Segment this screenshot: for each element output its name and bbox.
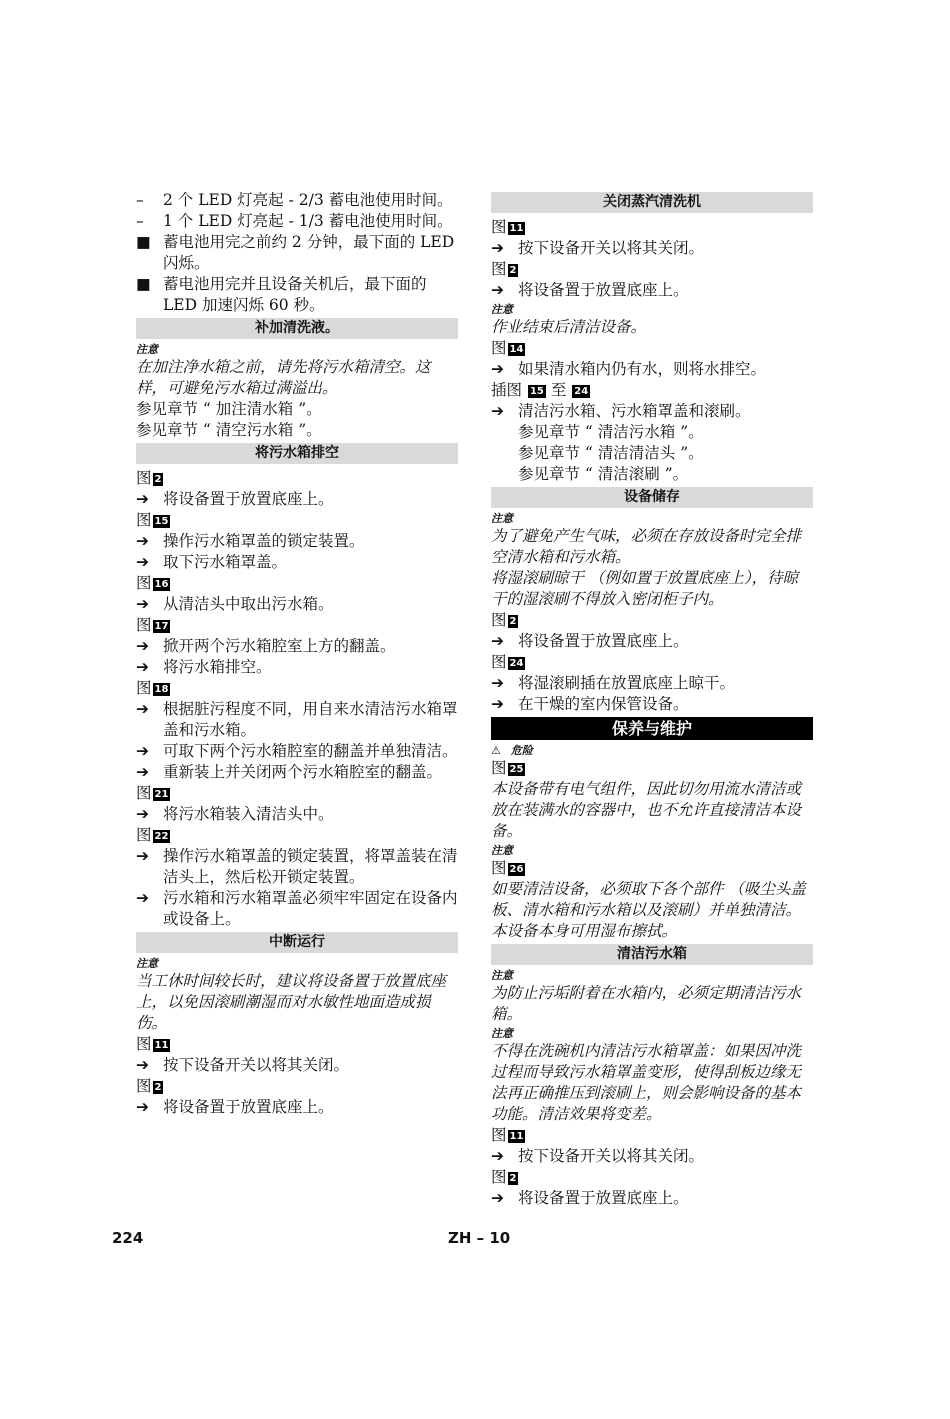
figure-number-badge: 14 — [509, 344, 524, 355]
figure-ref: 图 2 — [491, 611, 517, 629]
arrow-icon: ➔ — [136, 700, 149, 718]
note-label: 注意 — [136, 343, 158, 356]
list-item: – 2 个 LED 灯亮起 - 2/3 蓄电池使用时间。 — [136, 191, 453, 209]
list-item: ■ 蓄电池用完并且设备关机后，最下面的 LED 加速闪烁 60 秒。 — [136, 275, 427, 314]
instruction-step: ➔ 将污水箱排空。 — [136, 658, 272, 676]
arrow-icon: ➔ — [491, 239, 504, 257]
dash-marker: – — [136, 212, 144, 230]
square-bullet-icon: ■ — [136, 275, 151, 293]
danger-label: ⚠ 危险 — [491, 744, 533, 757]
note-label: 注意 — [491, 512, 513, 525]
figure-number-badge: 16 — [154, 579, 169, 590]
note-label: 注意 — [491, 969, 513, 982]
figure-number-badge: 2 — [509, 616, 517, 627]
figure-ref: 图 11 — [136, 1035, 169, 1053]
figure-number-badge: 2 — [509, 1173, 517, 1184]
note-label: 注意 — [491, 1027, 513, 1040]
figure-ref: 图 11 — [491, 218, 524, 236]
drain-steps — [136, 468, 458, 930]
instruction-step: ➔ 将设备置于放置底座上。 — [491, 632, 689, 650]
figure-ref: 图 17 — [136, 616, 169, 634]
arrow-icon: ➔ — [491, 1147, 504, 1165]
arrow-icon: ➔ — [136, 553, 149, 571]
figure-number-badge: 15 — [529, 386, 544, 397]
dash-marker: – — [136, 191, 144, 209]
list-item: ■ 蓄电池用完之前约 2 分钟，最下面的 LED 闪烁。 — [136, 233, 455, 272]
figure-range-ref: 插图 15 至 24 — [491, 381, 589, 399]
figure-number-badge: 25 — [509, 764, 524, 775]
section-heading-refill: 补加清洗液。 — [136, 318, 458, 339]
figure-number-badge: 18 — [154, 684, 169, 695]
figure-number-badge: 11 — [154, 1040, 169, 1051]
instruction-step: ➔ 按下设备开关以将其关闭。 — [136, 1056, 350, 1074]
figure-number-badge: 17 — [154, 621, 169, 632]
figure-number-badge: 26 — [509, 864, 524, 875]
instruction-step: ➔ 将湿滚刷插在放置底座上晾干。 — [491, 674, 736, 692]
arrow-icon: ➔ — [136, 595, 149, 613]
figure-ref: 图 15 — [136, 511, 169, 529]
note-text: 如要清洁设备，必须取下各个部件 （吸尘头盖板、清水箱和污水箱以及滚刷）并单独清洁。本设备本身可用湿布擦拭。 — [491, 880, 806, 940]
arrow-icon: ➔ — [136, 658, 149, 676]
instruction-step: ➔ 污水箱和污水箱罩盖必须牢牢固定在设备内或设备上。 — [136, 889, 458, 928]
section-heading-clean-tank: 清洁污水箱 — [491, 944, 813, 965]
arrow-icon: ➔ — [491, 1189, 504, 1207]
note-text: 在加注净水箱之前，请先将污水箱清空。这样，可避免污水箱过满溢出。 — [136, 358, 431, 397]
note-label: 注意 — [491, 303, 513, 316]
note-text: 为防止污垢附着在水箱内，必须定期清洁污水箱。 — [491, 984, 802, 1023]
note-text: 当工休时间较长时，建议将设备置于放置底座上，以免因滚刷潮湿而对水敏性地面造成损伤。 — [136, 972, 447, 1032]
arrow-icon: ➔ — [491, 360, 504, 378]
arrow-icon: ➔ — [136, 742, 149, 760]
figure-ref: 图 14 — [491, 339, 524, 357]
figure-number-badge: 24 — [574, 386, 589, 397]
figure-ref: 图 25 — [491, 759, 524, 777]
figure-ref: 图 16 — [136, 574, 169, 592]
instruction-step: ➔ 按下设备开关以将其关闭。 — [491, 1147, 705, 1165]
note-label: 注意 — [136, 957, 158, 970]
square-bullet-icon: ■ — [136, 233, 151, 251]
instruction-step: ➔ 将设备置于放置底座上。 — [491, 281, 689, 299]
arrow-icon: ➔ — [491, 632, 504, 650]
arrow-icon: ➔ — [136, 1056, 149, 1074]
figure-number-badge: 22 — [154, 831, 169, 842]
instruction-step: ➔ 清洁污水箱、污水箱罩盖和滚刷。 — [491, 402, 751, 420]
arrow-icon: ➔ — [136, 637, 149, 655]
instruction-step: ➔ 将设备置于放置底座上。 — [136, 1098, 334, 1116]
figure-number-badge: 24 — [509, 658, 524, 669]
instruction-step: ➔ 重新装上并关闭两个污水箱腔室的翻盖。 — [136, 763, 443, 781]
reference-text: 参见章节 “ 清洁污水箱 ”。 — [518, 423, 704, 441]
reference-text: 参见章节 “ 清洁清洁头 ”。 — [518, 444, 704, 462]
figure-number-badge: 21 — [154, 789, 169, 800]
figure-number-badge: 11 — [509, 1131, 524, 1142]
reference-text: 参见章节 “ 清空污水箱 ”。 — [136, 421, 322, 439]
figure-ref: 图 21 — [136, 784, 169, 802]
arrow-icon: ➔ — [136, 805, 149, 823]
instruction-step: ➔ 掀开两个污水箱腔室上方的翻盖。 — [136, 637, 396, 655]
instruction-step: ➔ 按下设备开关以将其关闭。 — [491, 239, 705, 257]
reference-text: 参见章节 “ 清洁滚刷 ”。 — [518, 465, 689, 483]
arrow-icon: ➔ — [136, 763, 149, 781]
section-page-label: ZH – 10 — [448, 1229, 511, 1247]
right-column — [491, 190, 813, 1209]
instruction-step: ➔ 将设备置于放置底座上。 — [136, 490, 334, 508]
figure-ref: 图 2 — [136, 1077, 162, 1095]
instruction-step: ➔ 操作污水箱罩盖的锁定装置。 — [136, 532, 365, 550]
arrow-icon: ➔ — [491, 695, 504, 713]
figure-ref: 图 18 — [136, 679, 169, 697]
instruction-step: ➔ 将设备置于放置底座上。 — [491, 1189, 689, 1207]
figure-ref: 图 11 — [491, 1126, 524, 1144]
section-heading-interrupt: 中断运行 — [136, 932, 458, 953]
left-column — [136, 190, 458, 1118]
arrow-icon: ➔ — [136, 1098, 149, 1116]
instruction-step: ➔ 可取下两个污水箱腔室的翻盖并单独清洁。 — [136, 742, 458, 760]
arrow-icon: ➔ — [136, 490, 149, 508]
page-number: 224 — [112, 1229, 144, 1247]
arrow-icon: ➔ — [136, 532, 149, 550]
note-label: 注意 — [491, 844, 513, 857]
note-text: 不得在洗碗机内清洁污水箱罩盖：如果因冲洗过程而导致污水箱罩盖变形，使得刮板边缘无法再正确推压到滚刷上，则会影响设备的基本功能。清洁效果将变差。 — [491, 1042, 802, 1123]
figure-number-badge: 2 — [154, 1082, 162, 1093]
section-heading-shutdown: 关闭蒸汽清洗机 — [491, 192, 813, 213]
instruction-step: ➔ 如果清水箱内仍有水，则将水排空。 — [491, 360, 767, 378]
chapter-heading-maintenance: 保养与维护 — [491, 717, 813, 740]
instruction-step: ➔ 取下污水箱罩盖。 — [136, 553, 288, 571]
figure-ref: 图 24 — [491, 653, 524, 671]
figure-ref: 图 26 — [491, 859, 524, 877]
arrow-icon: ➔ — [491, 674, 504, 692]
instruction-step: ➔ 操作污水箱罩盖的锁定装置，将罩盖装在清洁头上，然后松开锁定装置。 — [136, 847, 458, 886]
reference-text: 参见章节 “ 加注清水箱 ”。 — [136, 400, 322, 418]
arrow-icon: ➔ — [491, 281, 504, 299]
warning-icon: ⚠ — [491, 744, 501, 757]
instruction-step: ➔ 从清洁头中取出污水箱。 — [136, 595, 334, 613]
list-item: – 1 个 LED 灯亮起 - 1/3 蓄电池使用时间。 — [136, 212, 453, 230]
arrow-icon: ➔ — [491, 402, 504, 420]
figure-number-badge: 15 — [154, 516, 169, 527]
danger-text: 本设备带有电气组件，因此切勿用流水清洁或放在装满水的容器中，也不允许直接清洁本设备。 — [491, 780, 802, 840]
instruction-step: ➔ 将污水箱装入清洁头中。 — [136, 805, 334, 823]
instruction-step: ➔ 根据脏污程度不同，用自来水清洁污水箱罩盖和污水箱。 — [136, 700, 458, 739]
figure-ref: 图 2 — [136, 469, 162, 487]
section-heading-storage: 设备储存 — [491, 487, 813, 508]
instruction-step: ➔ 在干燥的室内保管设备。 — [491, 695, 689, 713]
figure-number-badge: 2 — [509, 265, 517, 276]
battery-status-list — [136, 190, 458, 316]
note-text: 作业结束后清洁设备。 — [491, 318, 647, 336]
arrow-icon: ➔ — [136, 889, 149, 907]
figure-ref: 图 2 — [491, 1168, 517, 1186]
figure-number-badge: 2 — [154, 474, 162, 485]
arrow-icon: ➔ — [136, 847, 149, 865]
note-text: 将湿滚刷晾干 （例如置于放置底座上），待晾干的湿滚刷不得放入密闭柜子内。 — [491, 569, 799, 608]
figure-ref: 图 22 — [136, 826, 169, 844]
figure-ref: 图 2 — [491, 260, 517, 278]
figure-number-badge: 11 — [509, 223, 524, 234]
section-heading-drain: 将污水箱排空 — [136, 443, 458, 464]
note-text: 为了避免产生气味，必须在存放设备时完全排空清水箱和污水箱。 — [491, 527, 802, 566]
